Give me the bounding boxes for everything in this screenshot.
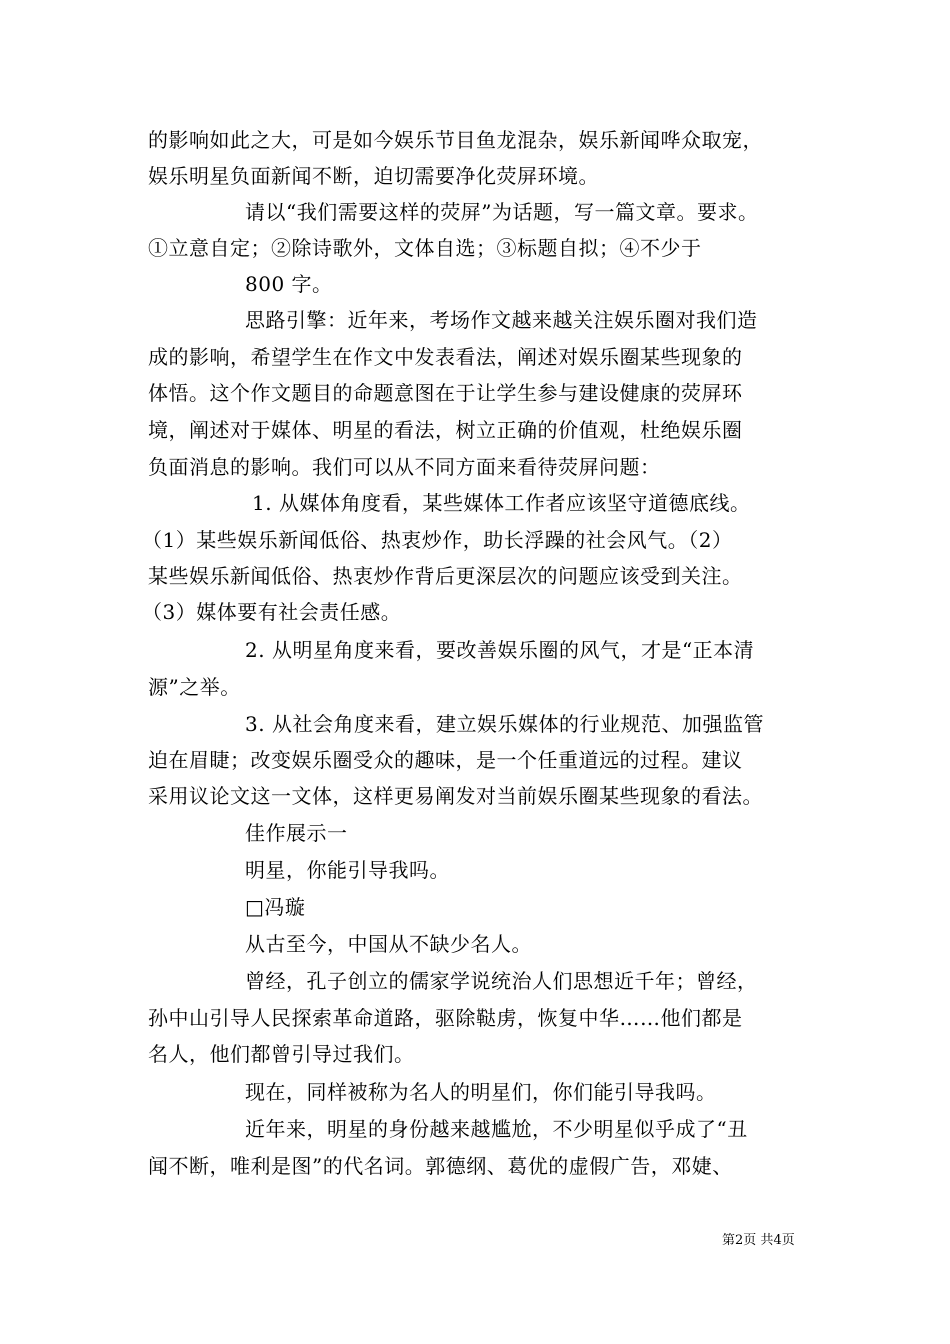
footer-middle: 页 共	[743, 1233, 774, 1248]
text-line: 迫在眉睫；改变娱乐圈受众的趣味，是一个任重道远的过程。建议	[148, 748, 743, 772]
text-line: 请以“我们需要这样的荧屏”为话题，写一篇文章。要求。	[245, 200, 759, 224]
footer-prefix: 第	[722, 1233, 736, 1248]
text-line: ①立意自定；②除诗歌外，文体自选；③标题自拟；④不少于	[148, 236, 702, 260]
text-line: 源”之举。	[148, 675, 241, 699]
text-line: 思路引擎：近年来，考场作文越来越关注娱乐圈对我们造	[245, 308, 758, 332]
text-line: 负面消息的影响。我们可以从不同方面来看待荧屏问题：	[148, 455, 661, 479]
footer-suffix: 页	[781, 1233, 795, 1248]
text-line: 1. 从媒体角度看，某些媒体工作者应该坚守道德底线。	[252, 491, 751, 515]
text-line: 名人，他们都曾引导过我们。	[148, 1042, 415, 1066]
current-page-number: 2	[735, 1233, 744, 1248]
essay-title: 明星，你能引导我吗。	[245, 858, 450, 882]
essay-author: □冯璇	[245, 895, 306, 919]
text-line: 闻不断，唯利是图”的代名词。郭德纲、葛优的虚假广告，邓婕、	[148, 1154, 733, 1178]
text-line: 从古至今，中国从不缺少名人。	[245, 932, 532, 956]
total-pages-number: 4	[773, 1233, 782, 1248]
text-line: 境，阐述对于媒体、明星的看法，树立正确的价值观，杜绝娱乐圈	[148, 418, 743, 442]
text-line: 成的影响，希望学生在作文中发表看法，阐述对娱乐圈某些现象的	[148, 345, 743, 369]
text-line: 近年来，明星的身份越来越尴尬，不少明星似乎成了“丑	[245, 1117, 748, 1141]
text-line: 曾经，孔子创立的儒家学说统治人们思想近千年；曾经，	[245, 969, 758, 993]
text-line: 800 字。	[245, 272, 333, 296]
text-line: 的影响如此之大，可是如今娱乐节目鱼龙混杂，娱乐新闻哗众取宠，	[148, 128, 763, 152]
section-heading: 佳作展示一	[245, 821, 348, 845]
text-line: 娱乐明星负面新闻不断，迫切需要净化荧屏环境。	[148, 164, 599, 188]
text-line: 2. 从明星角度来看，要改善娱乐圈的风气，才是“正本清	[245, 638, 755, 662]
text-line: 3. 从社会角度来看，建立娱乐媒体的行业规范、加强监管	[245, 712, 764, 736]
text-line: 某些娱乐新闻低俗、热衷炒作背后更深层次的问题应该受到关注。	[148, 564, 743, 588]
text-line: 采用议论文这一文体，这样更易阐发对当前娱乐圈某些现象的看法。	[148, 784, 763, 808]
text-line: 体悟。这个作文题目的命题意图在于让学生参与建设健康的荧屏环	[148, 381, 743, 405]
text-line: 孙中山引导人民探索革命道路，驱除鞑虏，恢复中华……他们都是	[148, 1006, 743, 1030]
text-line: （3）媒体要有社会责任感。	[142, 600, 402, 624]
text-line: 现在，同样被称为名人的明星们，你们能引导我吗。	[245, 1080, 717, 1104]
page-footer	[722, 1233, 795, 1249]
text-line: （1）某些娱乐新闻低俗、热衷炒作，助长浮躁的社会风气。（2）	[142, 528, 733, 552]
